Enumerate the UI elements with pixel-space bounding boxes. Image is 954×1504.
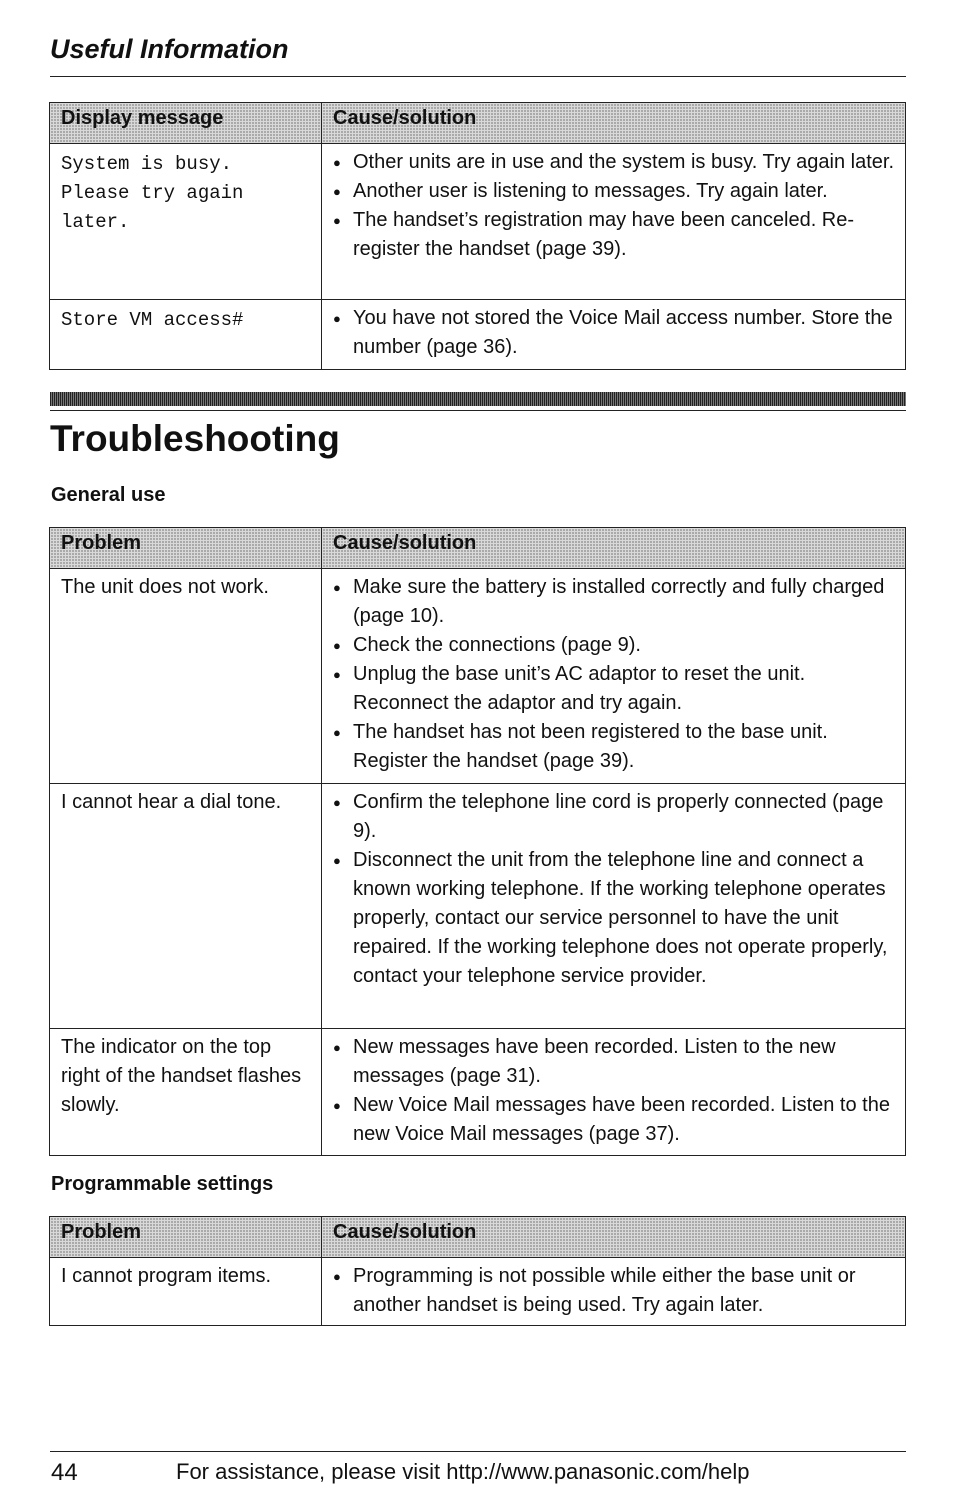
- cause-item: ● Make sure the battery is installed correctly and fully charged (page 10).: [333, 573, 894, 631]
- column-header: Problem: [50, 528, 322, 569]
- general-use-table: [49, 527, 906, 1156]
- header-rule: [50, 76, 906, 77]
- cause-cell: [322, 569, 906, 784]
- banner-rule: [50, 410, 906, 411]
- problem-cell: The unit does not work.: [50, 569, 322, 784]
- cause-item: ● Unplug the base unit’s AC adaptor to reset the unit. Reconnect the adaptor and try again.: [333, 660, 894, 718]
- cause-cell: [322, 300, 906, 370]
- page-title: Troubleshooting: [50, 418, 340, 459]
- cause-item: ● You have not stored the Voice Mail access number. Store the number (page 36).: [333, 304, 894, 362]
- subsection-heading-general: General use: [51, 484, 166, 506]
- display-message: Store VM access#: [50, 300, 322, 370]
- table-row: [50, 144, 906, 300]
- cause-item: ● Confirm the telephone line cord is properly connected (page 9).: [333, 788, 894, 846]
- table-header-row: [50, 103, 906, 144]
- cause-item: ● The handset’s registration may have been canceled. Re-register the handset (page 39).: [333, 206, 894, 264]
- cause-item: ● Programming is not possible while either the base unit or another handset is being used. Try again later.: [333, 1262, 894, 1320]
- table-row: [50, 784, 906, 1029]
- subsection-heading-programmable: Programmable settings: [51, 1173, 274, 1195]
- page-number: 44: [51, 1459, 78, 1486]
- table-row: [50, 300, 906, 370]
- cause-cell: [322, 784, 906, 1029]
- cause-item: ● Another user is listening to messages. Try again later.: [333, 177, 894, 206]
- display-message-table: [49, 102, 906, 370]
- table-header-row: [50, 528, 906, 569]
- cause-item: ● Check the connections (page 9).: [333, 631, 894, 660]
- section-banner: [50, 392, 906, 406]
- footer-text: For assistance, please visit http://www.panasonic.com/help: [176, 1459, 750, 1484]
- table-row: [50, 1029, 906, 1156]
- cause-cell: [322, 1029, 906, 1156]
- table-row: [50, 1258, 906, 1326]
- cause-cell: [322, 1258, 906, 1326]
- table-header-row: [50, 1217, 906, 1258]
- problem-cell: I cannot program items.: [50, 1258, 322, 1326]
- column-header: Cause/solution: [322, 103, 906, 144]
- cause-item: ● Other units are in use and the system is busy. Try again later.: [333, 148, 894, 177]
- programmable-settings-table: [49, 1216, 906, 1326]
- problem-cell: The indicator on the top right of the handset flashes slowly.: [50, 1029, 322, 1156]
- cause-cell: [322, 144, 906, 300]
- cause-item: ● New Voice Mail messages have been recorded. Listen to the new Voice Mail messages (page 37).: [333, 1091, 894, 1149]
- column-header: Display message: [50, 103, 322, 144]
- cause-item: ● The handset has not been registered to the base unit. Register the handset (page 39).: [333, 718, 894, 776]
- display-message: System is busy. Please try again later.: [50, 144, 322, 300]
- footer-rule: [50, 1451, 906, 1452]
- section-heading: Useful Information: [50, 34, 289, 64]
- column-header: Problem: [50, 1217, 322, 1258]
- cause-item: ● Disconnect the unit from the telephone line and connect a known working telephone. If the working telephone operates properly, contact our service personnel to have the unit repaired. If the working telephone does not operate properly, contact your telephone service provider.: [333, 846, 894, 991]
- column-header: Cause/solution: [322, 528, 906, 569]
- table-row: [50, 569, 906, 784]
- column-header: Cause/solution: [322, 1217, 906, 1258]
- problem-cell: I cannot hear a dial tone.: [50, 784, 322, 1029]
- cause-item: ● New messages have been recorded. Listen to the new messages (page 31).: [333, 1033, 894, 1091]
